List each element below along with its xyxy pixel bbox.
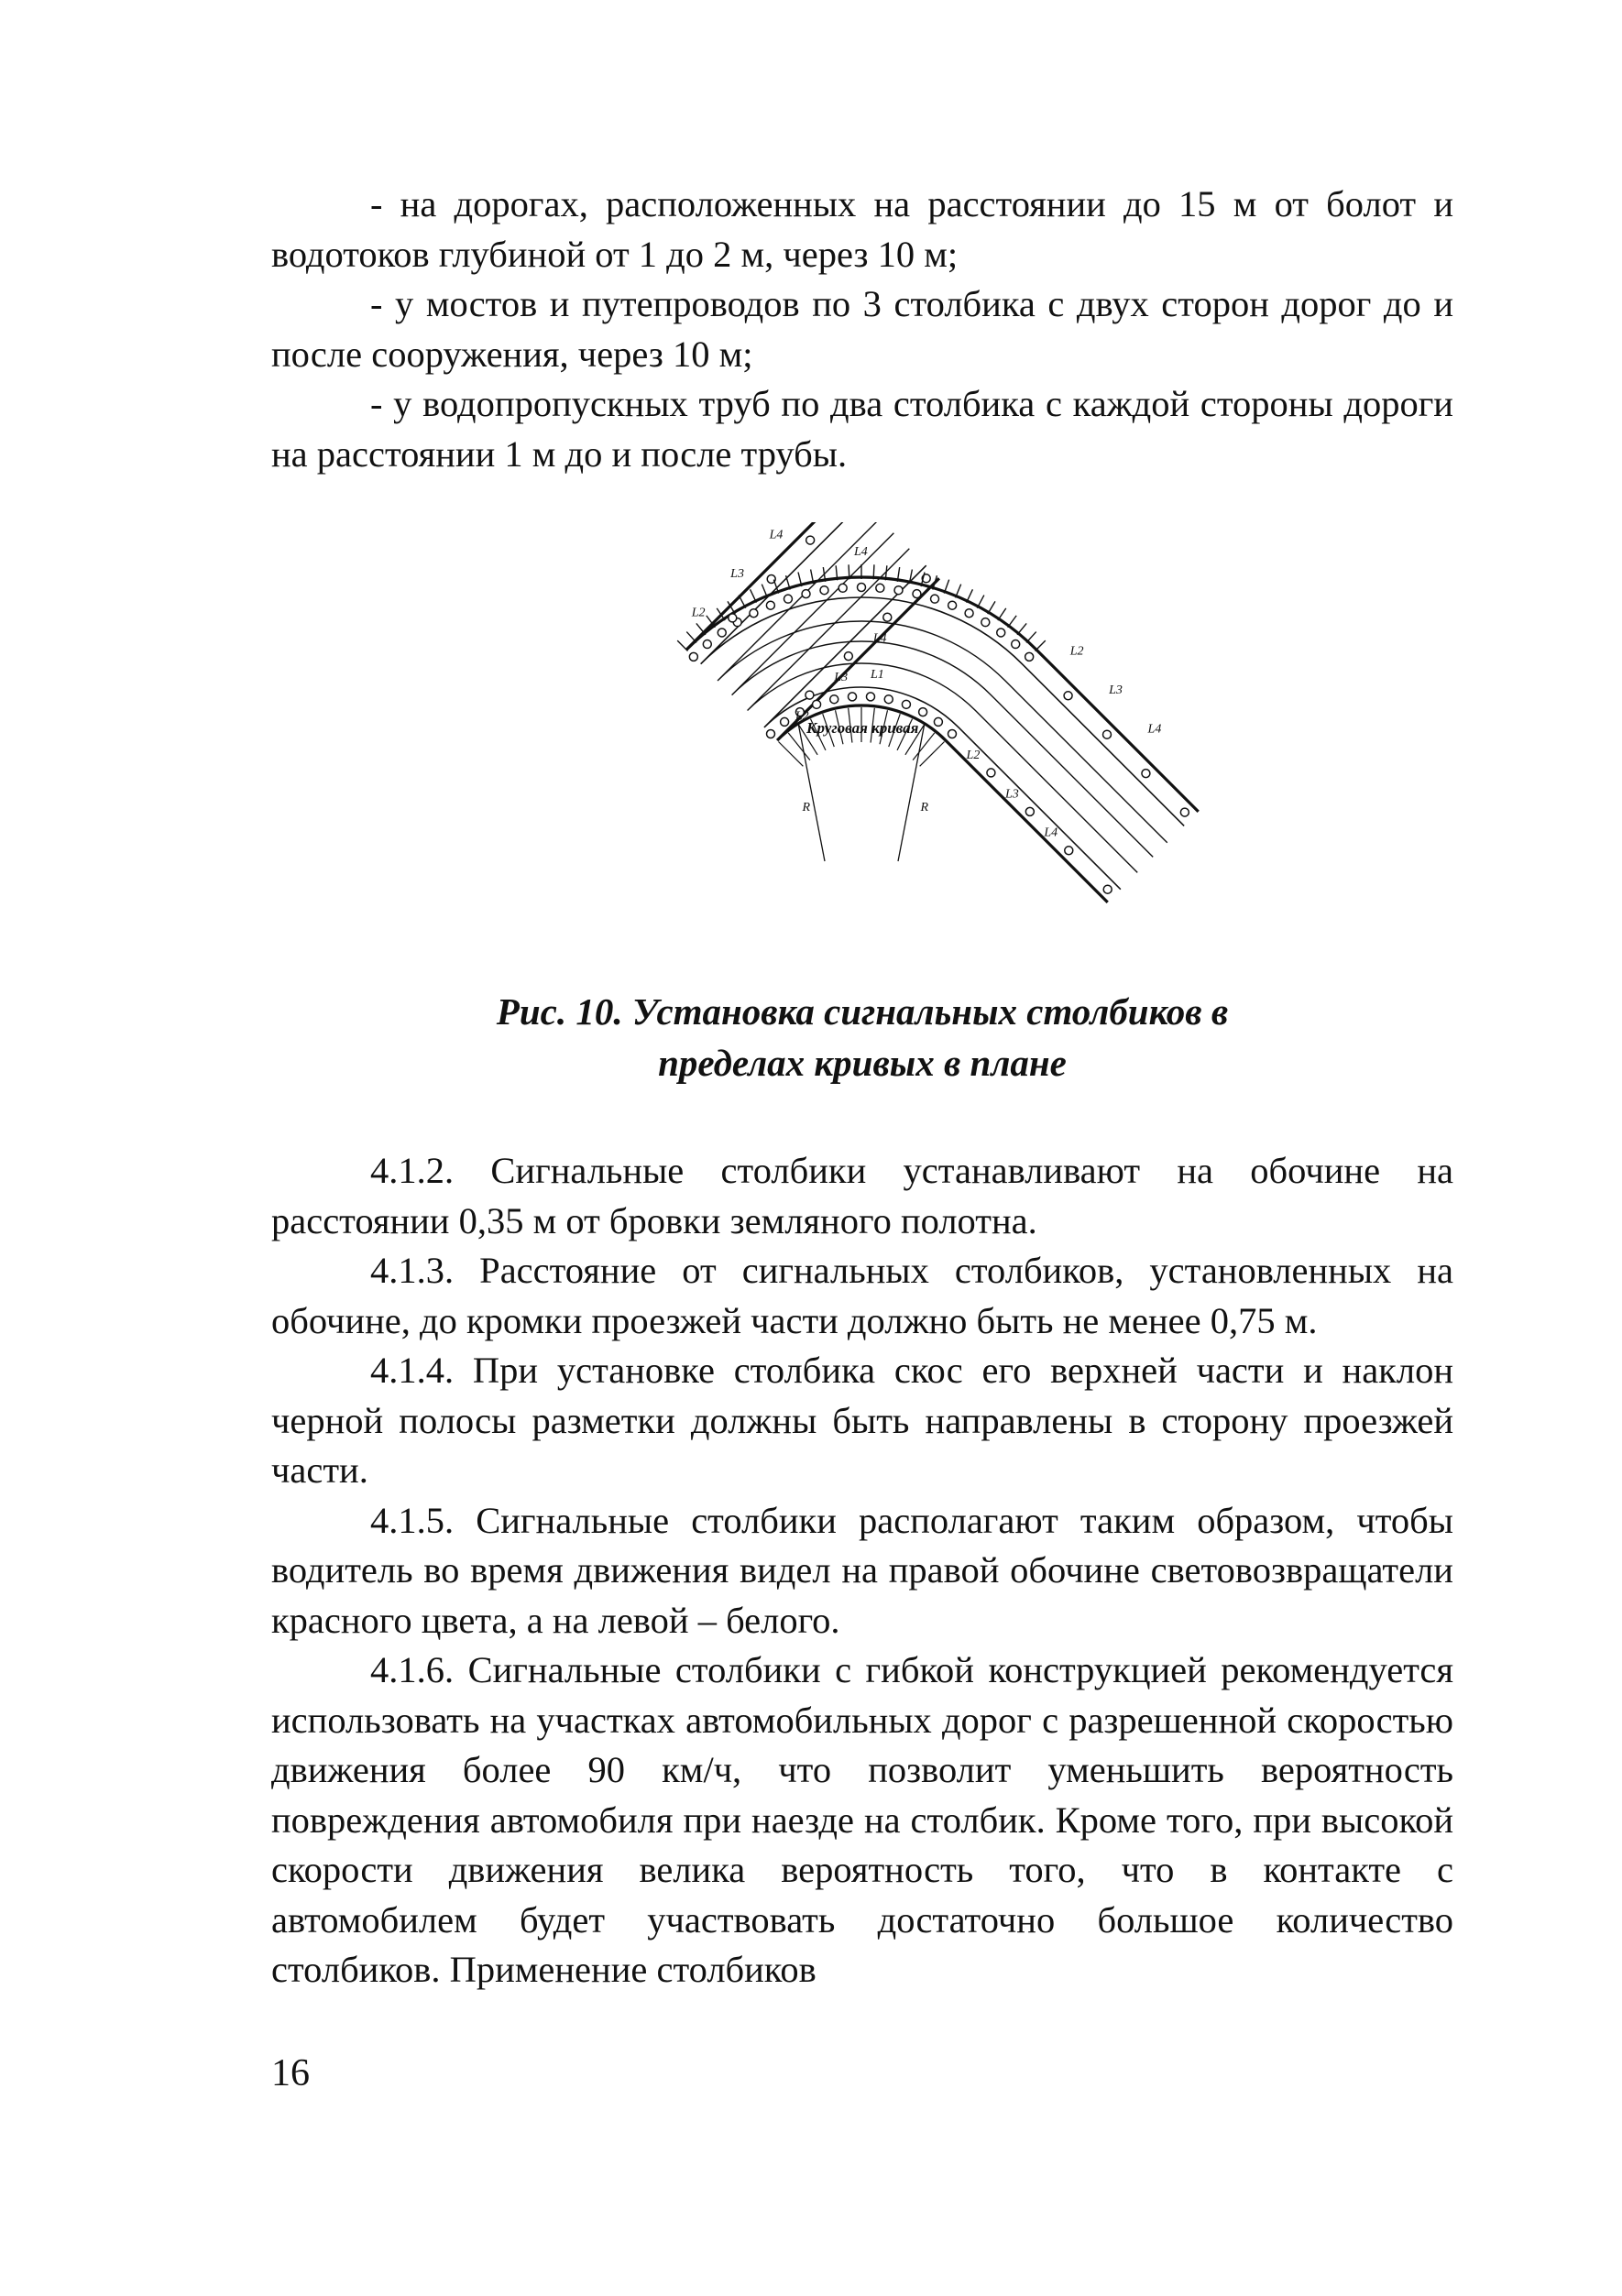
inner-left-segment-label: L2	[795, 709, 809, 724]
outer-right-tangent-post	[1102, 730, 1111, 738]
outer-curve-post	[766, 601, 774, 609]
upper-text-block	[271, 180, 1453, 479]
outer-edge-tick	[1017, 623, 1026, 634]
outer-curve-post	[784, 595, 792, 603]
outer-curve-post	[820, 586, 828, 595]
inner-curve-post	[767, 730, 775, 738]
outer-curve-post	[703, 640, 711, 649]
segment-label-top: L4	[854, 545, 868, 559]
road-center-line	[732, 533, 1154, 858]
outer-curve-post	[689, 652, 697, 661]
inner-left-segment-label: L3	[834, 671, 849, 685]
inner-right-tangent-post	[1103, 885, 1112, 893]
inner-right-tangent-post	[987, 769, 995, 777]
outer-edge-tick	[1026, 632, 1036, 643]
radius-label: R	[920, 800, 929, 815]
inner-curve-post	[849, 693, 857, 701]
caption-line-1: Рис. 10. Установка сигнальных столбиков в	[496, 990, 1229, 1033]
radius-label: R	[802, 800, 811, 815]
lower-text-block	[271, 1146, 1453, 1995]
inner-right-tangent-post	[1065, 847, 1073, 855]
paragraph-culverts: - у водопропускных труб по два столбика с каждой стороны дороги на расстоянии 1 м до и после трубы.	[271, 383, 1453, 475]
outer-edge-tick	[686, 632, 696, 643]
inner-curve-post	[948, 730, 956, 738]
inner-edge-tick	[920, 741, 945, 766]
inner-curve-post	[902, 700, 910, 708]
outer-curve-post	[838, 584, 847, 592]
paragraph-4-1-4: 4.1.4. При установке столбика скос его верхней части и наклон черной полосы разметки должны быть направлены в сторону проезжей части.	[271, 1350, 1453, 1491]
outer-edge-tick	[988, 601, 995, 614]
outer-curve-post	[931, 595, 939, 603]
outer-left-segment-label: L4	[769, 528, 784, 542]
outer-curve-post	[1012, 640, 1020, 649]
inner-curve-post	[934, 717, 942, 726]
outer-curve-post	[1025, 652, 1034, 661]
outer-curve-post	[858, 584, 866, 592]
outer-left-tangent-post	[729, 614, 737, 622]
inner-curve-post	[866, 693, 874, 701]
inner-curve-post	[919, 708, 927, 716]
outer-curve-post	[913, 590, 921, 598]
outer-edge-tick	[677, 640, 687, 651]
outer-left-segment-label: L2	[691, 606, 706, 620]
outer-curve-post	[948, 601, 957, 609]
inner-edge-tick	[778, 741, 803, 766]
inner-curve-post	[830, 695, 838, 704]
outer-edge-tick	[998, 608, 1006, 620]
inner-left-tangent-post	[844, 652, 852, 661]
outer-right-tangent-post	[1180, 808, 1189, 816]
paragraph-4-1-3: 4.1.3. Расстояние от сигнальных столбиков, установленных на обочине, до кромки проезжей части должно быть не менее 0,75 м.	[271, 1250, 1453, 1341]
outer-curve-post	[965, 609, 973, 618]
inner-right-segment-label: L4	[1044, 825, 1058, 840]
page-number: 16	[271, 2052, 310, 2094]
paragraph-swamps: - на дорогах, расположенных на расстоянии до 15 м от болот и водотоков глубиной от 1 до 2 м, через 10 м;	[271, 183, 1453, 275]
segment-label-inner: L1	[871, 668, 884, 682]
outer-curve-post	[718, 629, 726, 637]
outer-curve-post	[876, 584, 884, 592]
figure-caption	[271, 986, 1453, 1088]
outer-edge-tick	[1036, 640, 1046, 651]
outer-right-segment-label: L2	[1069, 644, 1084, 659]
outer-edge-tick	[977, 596, 984, 608]
outer-edge-tick	[873, 564, 874, 579]
inner-edge-line	[777, 578, 1108, 902]
inner-right-segment-label: L3	[1004, 787, 1019, 802]
inner-left-tangent-post	[806, 691, 814, 699]
outer-left-segment-label: L3	[730, 566, 744, 581]
paragraph-4-1-2: 4.1.2. Сигнальные столбики устанавливают на обочине на расстоянии 0,35 м от бровки земляного полотна.	[271, 1150, 1453, 1241]
outer-right-segment-label: L3	[1109, 683, 1123, 698]
inner-right-tangent-post	[1025, 807, 1034, 815]
outer-curve-post	[894, 586, 903, 595]
caption-line-2: пределах кривых в плане	[658, 1042, 1067, 1084]
paragraph-4-1-6: 4.1.6. Сигнальные столбики с гибкой конструкцией рекомендуется использовать на участках автомобильных дорог с разрешенной скоростью движения более 90 км/ч, что позволит уменьшить вероятность повреждения автомобиля при наезде на столбик. Кроме того, при высокой скорости движения велика вероятность того, что в контакте с автомобилем будет участвовать достаточно большое количество столбиков. Применение столбиков	[271, 1649, 1453, 1990]
outer-edge-tick	[696, 623, 706, 634]
outer-curve-post	[981, 618, 990, 627]
paragraph-4-1-5: 4.1.5. Сигнальные столбики располагают таким образом, чтобы водитель во время движения видел на правой обочине световозвращатели красного цвета, а на левой – белого.	[271, 1499, 1453, 1641]
outer-right-tangent-post	[1142, 770, 1150, 778]
outer-left-tangent-post	[806, 536, 815, 544]
outer-edge-line	[686, 522, 1199, 812]
outer-edge-tick	[1008, 616, 1017, 628]
inner-curve-post	[884, 695, 893, 704]
curve-diagram	[422, 522, 1301, 962]
outer-curve-post	[802, 590, 810, 598]
inner-curve-post	[813, 700, 821, 708]
outer-curve-post	[997, 629, 1005, 637]
paragraph-bridges: - у мостов и путепроводов по 3 столбика с двух сторон дорог до и после сооружения, через 10 м;	[271, 283, 1453, 375]
outer-right-tangent-post	[1064, 692, 1072, 700]
inner-left-segment-label: L4	[872, 631, 887, 646]
inner-right-segment-label: L2	[966, 748, 981, 762]
outer-curve-post	[750, 609, 758, 618]
inner-left-tangent-post	[883, 613, 892, 621]
outer-post-row-line	[701, 522, 1185, 825]
outer-edge-tick	[739, 596, 746, 608]
figure-curve-diagram	[422, 522, 1301, 962]
outer-right-segment-label: L4	[1147, 722, 1162, 737]
center-label: Круговая кривая	[806, 719, 919, 737]
inner-curve-post	[781, 717, 789, 726]
